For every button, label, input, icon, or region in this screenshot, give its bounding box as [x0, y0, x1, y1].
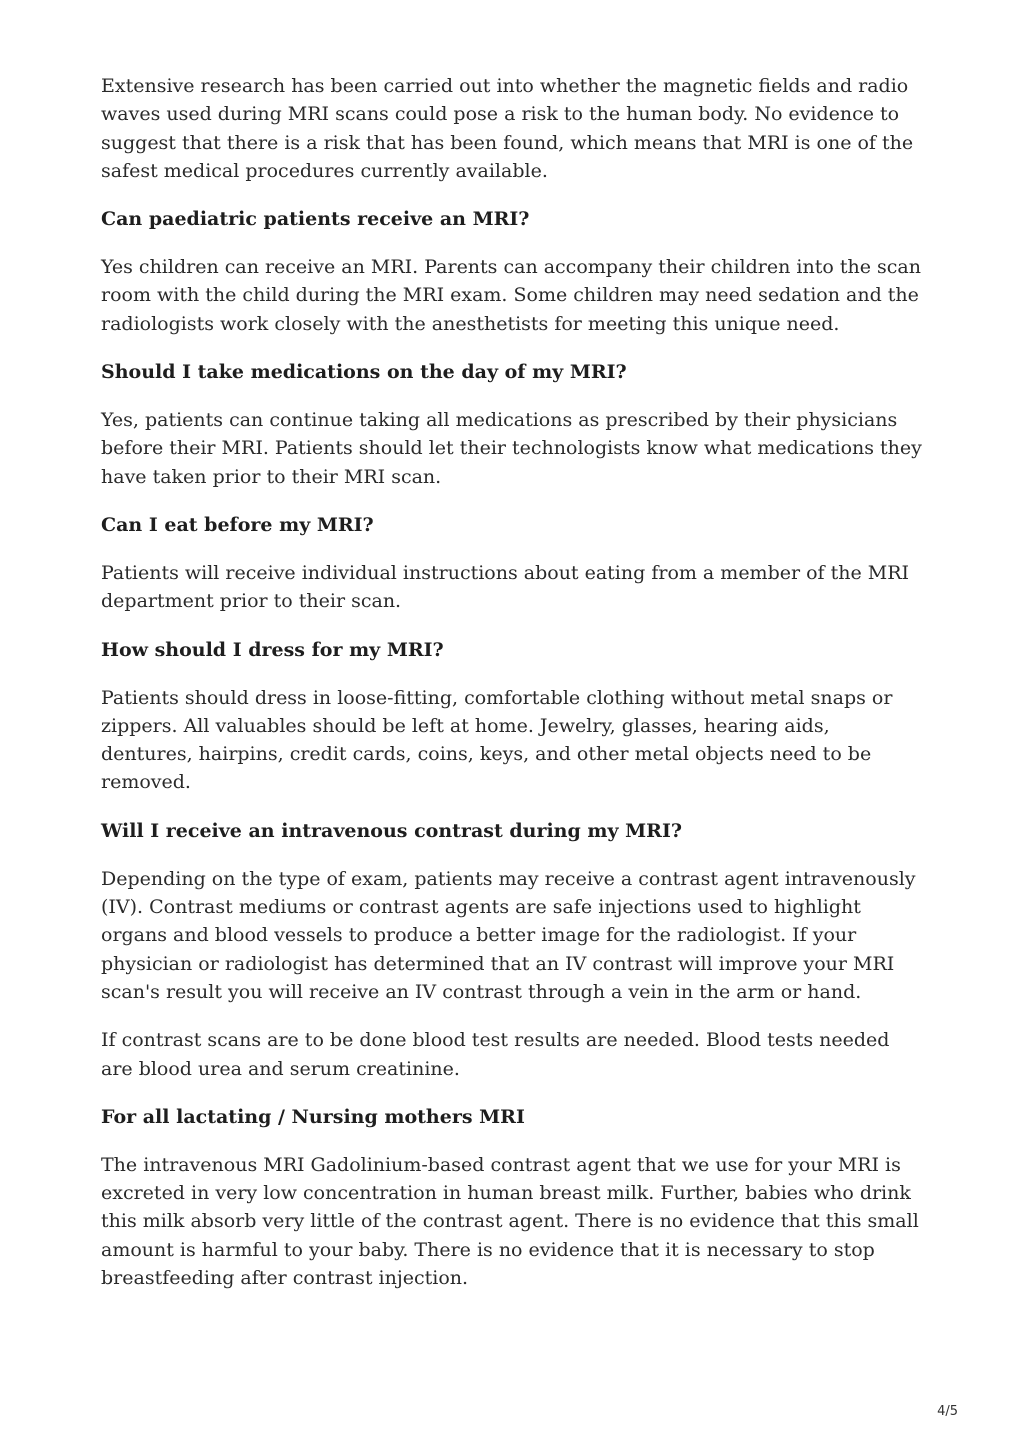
- paragraph-mri-safety: Extensive research has been carried out into whether the magnetic fields and radio waves used during MRI scans could pose a risk to the human body. No evidence to suggest that there is a risk that has been found, which means that MRI is one of the safest medical procedures currently available.: [101, 75, 914, 182]
- heading-contrast: Will I receive an intravenous contrast during my MRI?: [101, 819, 682, 842]
- heading-dress: How should I dress for my MRI?: [101, 638, 444, 661]
- paragraph-nursing-mothers: The intravenous MRI Gadolinium-based contrast agent that we use for your MRI is excreted in very low concentration in human breast milk. Further, babies who drink this milk absorb very little of the contrast agent. There is no evidence that this small amount is harmful to your baby. There is no evidence that it is necessary to stop breastfeeding after contrast injection.: [101, 1153, 919, 1290]
- paragraph-dress: Patients should dress in loose-fitting, comfortable clothing without metal snaps or zippers. All valuables should be left at home. Jewelry, glasses, hearing aids, dentures, hairpins, credit cards, coins, keys, and other metal objects need to be removed.: [101, 686, 893, 794]
- paragraph-medications: Yes, patients can continue taking all medications as prescribed by their physicians before their MRI. Patients should let their technologists know what medications they have taken prior to their MRI scan.: [101, 409, 922, 488]
- page-number: 4/5: [937, 1404, 958, 1419]
- paragraph-paediatric: Yes children can receive an MRI. Parents can accompany their children into the scan room with the child during the MRI exam. Some children may need sedation and the radiologists work closely with the anesthetists for meeting this unique need.: [101, 256, 921, 335]
- paragraph-eating: Patients will receive individual instructions about eating from a member of the MRI department prior to their scan.: [101, 561, 910, 613]
- paragraph-blood-tests: If contrast scans are to be done blood test results are needed. Blood tests needed are blood urea and serum creatinine.: [101, 1029, 890, 1080]
- heading-paediatric: Can paediatric patients receive an MRI?: [101, 208, 530, 231]
- heading-nursing-mothers: For all lactating / Nursing mothers MRI: [101, 1105, 525, 1128]
- document-body: [101, 72, 927, 1312]
- heading-medications: Should I take medications on the day of my MRI?: [101, 361, 627, 384]
- heading-eating: Can I eat before my MRI?: [101, 513, 374, 536]
- paragraph-contrast: Depending on the type of exam, patients may receive a contrast agent intravenously (IV). Contrast mediums or contrast agents are safe injections used to highlight organs and blood vessels to produce a better image for the radiologist. If your physician or radiologist has determined that an IV contrast will improve your MRI scan's result you will receive an IV contrast through a vein in the arm or hand.: [101, 867, 916, 1003]
